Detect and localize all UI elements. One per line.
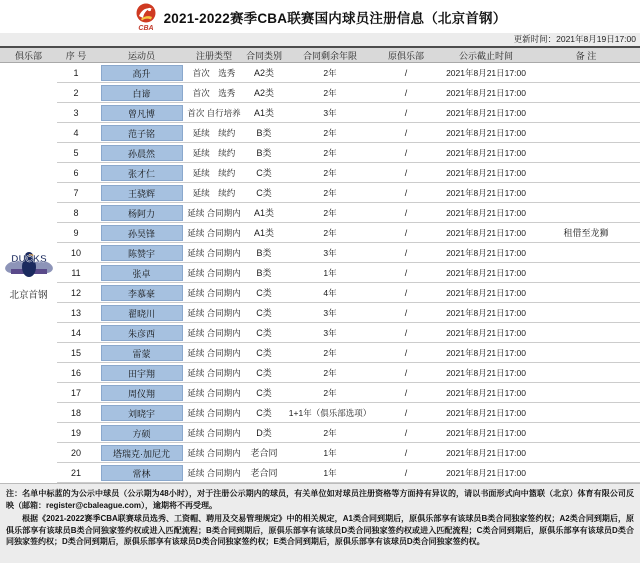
cell-orig-club: /	[404, 287, 408, 298]
cell-orig-club: /	[404, 427, 408, 438]
cell-deadline: 2021年8月21日17:00	[446, 167, 526, 178]
cell-deadline: 2021年8月21日17:00	[446, 467, 526, 478]
player-name-highlight: 范子铭	[101, 125, 183, 141]
table-row	[57, 183, 640, 203]
table-row	[57, 283, 640, 303]
cell-player-name	[95, 343, 188, 362]
table-row	[57, 243, 640, 263]
cell-years-left: 2年	[323, 147, 337, 158]
table-row	[57, 163, 640, 183]
cell-orig-club: /	[404, 367, 408, 378]
cell-years-left: 2年	[323, 127, 337, 138]
cell-no: 4	[73, 127, 79, 138]
cell-reg-type: 延续 合同期内	[187, 427, 241, 438]
cell-deadline: 2021年8月21日17:00	[446, 67, 526, 78]
cell-remark	[532, 303, 640, 322]
table-row	[57, 463, 640, 483]
cell-years-left: 3年	[323, 247, 337, 258]
table-row	[57, 423, 640, 443]
cell-reg-type: 延续 合同期内	[187, 307, 241, 318]
cell-deadline: 2021年8月21日17:00	[446, 267, 526, 278]
cell-deadline: 2021年8月21日17:00	[446, 407, 526, 418]
table-header	[0, 46, 640, 63]
player-name-highlight: 张才仁	[101, 165, 183, 181]
cell-contract-type: A1类	[253, 227, 274, 238]
cell-reg-type: 延续 合同期内	[187, 407, 241, 418]
cell-contract-type: B类	[256, 267, 272, 278]
cell-contract-type: A1类	[253, 107, 274, 118]
cell-player-name	[95, 143, 188, 162]
header-deadline: 公示截止时间	[458, 51, 513, 61]
cell-remark: 租借至龙狮	[563, 227, 609, 238]
player-name-highlight: 陈赞宇	[101, 245, 183, 261]
table-row	[57, 143, 640, 163]
cell-remark	[532, 343, 640, 362]
header-remark: 备 注	[575, 51, 597, 61]
table-row	[57, 203, 640, 223]
cell-remark	[532, 283, 640, 302]
cell-contract-type: C类	[256, 387, 272, 398]
cell-player-name	[95, 163, 188, 182]
cell-no: 18	[70, 407, 81, 418]
cell-orig-club: /	[404, 447, 408, 458]
player-name-highlight: 孙昊锋	[101, 225, 183, 241]
header-reg-type: 注册类型	[195, 51, 232, 61]
cell-contract-type: C类	[256, 327, 272, 338]
cell-player-name	[95, 183, 188, 202]
player-name-highlight: 常林	[101, 465, 183, 481]
cell-years-left: 2年	[323, 167, 337, 178]
cell-contract-type: C类	[256, 287, 272, 298]
cell-years-left: 2年	[323, 367, 337, 378]
cell-contract-type: B类	[256, 127, 272, 138]
registration-table	[0, 46, 640, 483]
cell-reg-type: 延续 续约	[192, 167, 236, 178]
header-contract-type: 合同类别	[245, 51, 282, 61]
player-name-highlight: 曾凡博	[101, 105, 183, 121]
cell-reg-type: 延续 合同期内	[187, 347, 241, 358]
cell-no: 6	[73, 167, 79, 178]
cell-reg-type: 延续 合同期内	[187, 467, 241, 478]
cell-contract-type: A2类	[253, 67, 274, 78]
cell-player-name	[95, 443, 188, 462]
cell-orig-club: /	[404, 347, 408, 358]
cell-deadline: 2021年8月21日17:00	[446, 187, 526, 198]
cell-years-left: 2年	[323, 187, 337, 198]
cba-logo-icon	[134, 3, 158, 31]
cell-years-left: 3年	[323, 307, 337, 318]
table-row	[57, 63, 640, 83]
cell-orig-club: /	[404, 267, 408, 278]
cell-contract-type: C类	[256, 407, 272, 418]
cell-no: 21	[70, 467, 81, 478]
cell-player-name	[95, 383, 188, 402]
player-name-highlight: 杨阿力	[101, 205, 183, 221]
cell-player-name	[95, 463, 188, 482]
cell-remark	[532, 203, 640, 222]
cell-remark	[532, 323, 640, 342]
cell-reg-type: 首次 自行培养	[187, 107, 241, 118]
cell-deadline: 2021年8月21日17:00	[446, 127, 526, 138]
cell-orig-club: /	[404, 167, 408, 178]
cell-remark	[532, 83, 640, 102]
cell-orig-club: /	[404, 127, 408, 138]
table-row	[57, 263, 640, 283]
cell-reg-type: 首次 选秀	[192, 67, 236, 78]
table-row	[57, 383, 640, 403]
cell-remark	[532, 363, 640, 382]
cell-years-left: 2年	[323, 207, 337, 218]
cell-years-left: 2年	[323, 347, 337, 358]
cell-player-name	[95, 403, 188, 422]
cell-orig-club: /	[404, 87, 408, 98]
table-row	[57, 403, 640, 423]
cell-deadline: 2021年8月21日17:00	[446, 207, 526, 218]
cell-years-left: 1年	[323, 447, 337, 458]
cell-reg-type: 延续 续约	[192, 127, 236, 138]
cell-no: 16	[70, 367, 81, 378]
cell-years-left: 2年	[323, 227, 337, 238]
cell-remark	[532, 63, 640, 82]
page-title: 2021-2022赛季CBA联赛国内球员注册信息（北京首钢）	[163, 10, 507, 26]
cell-deadline: 2021年8月21日17:00	[446, 427, 526, 438]
cell-no: 10	[70, 247, 81, 258]
ducks-team-logo	[5, 245, 53, 285]
header-orig-club: 原俱乐部	[387, 51, 424, 61]
player-name-highlight: 塔瑞克·加尼尤	[101, 445, 183, 461]
cell-no: 15	[70, 347, 81, 358]
cell-deadline: 2021年8月21日17:00	[446, 147, 526, 158]
footnote-2: 根据《2021-2022赛季CBA联赛球员选秀、工资帽、聘用及交易管理规定》中的相关规定，A1类合同到期后，原俱乐部享有该球员B类合同独家签约权；A2类合同到期后，原俱乐部享有该球员B类合同独家签约权或进入匹配流程；B类合同到期后，原俱乐部享有该球员D类合同独家签约权或进入匹配流程；C类合同到期后，原俱乐部享有该球员D类合同独家签约权；D类合同到期后，原俱乐部享有该球员D类合同独家签约权；E类合同到期后，原俱乐部享有该球员D类合同独家签约权。	[6, 514, 634, 546]
cell-orig-club: /	[404, 67, 408, 78]
cell-reg-type: 延续 合同期内	[187, 327, 241, 338]
cell-player-name	[95, 363, 188, 382]
cell-contract-type: 老合同	[250, 467, 278, 478]
cell-orig-club: /	[404, 387, 408, 398]
cell-orig-club: /	[404, 107, 408, 118]
player-name-highlight: 朱彦西	[101, 325, 183, 341]
cell-years-left: 2年	[323, 67, 337, 78]
cell-reg-type: 延续 合同期内	[187, 247, 241, 258]
table-row	[57, 363, 640, 383]
cell-deadline: 2021年8月21日17:00	[446, 367, 526, 378]
cell-deadline: 2021年8月21日17:00	[446, 387, 526, 398]
cell-player-name	[95, 123, 188, 142]
table-row	[57, 223, 640, 243]
cell-contract-type: C类	[256, 167, 272, 178]
cell-orig-club: /	[404, 467, 408, 478]
cell-no: 13	[70, 307, 81, 318]
rows-container	[57, 63, 640, 483]
cell-player-name	[95, 83, 188, 102]
cell-deadline: 2021年8月21日17:00	[446, 107, 526, 118]
header-no: 序 号	[65, 51, 87, 61]
cell-no: 1	[73, 67, 79, 78]
cell-orig-club: /	[404, 207, 408, 218]
cell-deadline: 2021年8月21日17:00	[446, 347, 526, 358]
cell-deadline: 2021年8月21日17:00	[446, 247, 526, 258]
cell-reg-type: 延续 续约	[192, 147, 236, 158]
cell-no: 9	[73, 227, 79, 238]
cell-no: 5	[73, 147, 79, 158]
cell-reg-type: 首次 选秀	[192, 87, 236, 98]
cell-years-left: 1年	[323, 267, 337, 278]
cell-no: 3	[73, 107, 79, 118]
cell-player-name	[95, 223, 188, 242]
player-name-highlight: 白谛	[101, 85, 183, 101]
cell-reg-type: 延续 续约	[192, 187, 236, 198]
cell-remark	[532, 243, 640, 262]
footnotes	[0, 483, 640, 563]
cell-contract-type: A2类	[253, 87, 274, 98]
cell-deadline: 2021年8月21日17:00	[446, 447, 526, 458]
cell-years-left: 3年	[323, 107, 337, 118]
header-years-left: 合同剩余年限	[302, 51, 357, 61]
cell-remark	[532, 163, 640, 182]
cell-years-left: 1+1年（俱乐部选项）	[288, 407, 372, 418]
svg-text:DUCKS: DUCKS	[10, 254, 47, 265]
table-row	[57, 303, 640, 323]
club-name: 北京首钢	[9, 290, 48, 301]
header-club: 俱乐部	[14, 51, 42, 61]
cell-contract-type: 老合同	[250, 447, 278, 458]
cell-reg-type: 延续 合同期内	[187, 287, 241, 298]
cell-reg-type: 延续 合同期内	[187, 447, 241, 458]
cell-contract-type: C类	[256, 367, 272, 378]
cell-remark	[532, 403, 640, 422]
cell-orig-club: /	[404, 227, 408, 238]
cell-orig-club: /	[404, 247, 408, 258]
player-name-highlight: 孙晨然	[101, 145, 183, 161]
cell-no: 2	[73, 87, 79, 98]
cell-orig-club: /	[404, 187, 408, 198]
cell-orig-club: /	[404, 147, 408, 158]
cell-player-name	[95, 323, 188, 342]
cell-remark	[532, 263, 640, 282]
cell-player-name	[95, 243, 188, 262]
table-row	[57, 123, 640, 143]
cell-no: 12	[70, 287, 81, 298]
cell-no: 19	[70, 427, 81, 438]
player-name-highlight: 翟晓川	[101, 305, 183, 321]
table-row	[57, 323, 640, 343]
cell-orig-club: /	[404, 327, 408, 338]
player-name-highlight: 周仪翔	[101, 385, 183, 401]
cell-deadline: 2021年8月21日17:00	[446, 307, 526, 318]
cell-player-name	[95, 303, 188, 322]
footnote-1: 注：名单中标蓝的为公示中球员（公示期为48小时），对于注册公示期内的球员，有关单位如对球员注册资格等方面持有异议的，请以书面形式向中篮联（北京）体育有限公司反映（邮箱：register@cbaleague.com），逾期将不再受理。	[6, 489, 634, 510]
cell-no: 8	[73, 207, 79, 218]
cell-years-left: 2年	[323, 387, 337, 398]
cell-player-name	[95, 63, 188, 82]
cell-no: 20	[70, 447, 81, 458]
cell-remark	[532, 103, 640, 122]
cell-deadline: 2021年8月21日17:00	[446, 87, 526, 98]
cell-years-left: 2年	[323, 87, 337, 98]
cell-contract-type: D类	[256, 427, 272, 438]
cell-remark	[532, 183, 640, 202]
player-name-highlight: 王骁辉	[101, 185, 183, 201]
cell-orig-club: /	[404, 407, 408, 418]
cell-no: 14	[70, 327, 81, 338]
cell-contract-type: B类	[256, 147, 272, 158]
cell-no: 7	[73, 187, 79, 198]
table-row	[57, 443, 640, 463]
cell-reg-type: 延续 合同期内	[187, 227, 241, 238]
cell-remark	[532, 423, 640, 442]
cell-contract-type: C类	[256, 307, 272, 318]
cell-orig-club: /	[404, 307, 408, 318]
cell-no: 17	[70, 387, 81, 398]
svg-text:CBA: CBA	[138, 24, 154, 31]
player-name-highlight: 方硕	[101, 425, 183, 441]
cell-player-name	[95, 103, 188, 122]
cell-reg-type: 延续 合同期内	[187, 207, 241, 218]
table-row	[57, 343, 640, 363]
player-name-highlight: 李慕豪	[101, 285, 183, 301]
player-name-highlight: 张卓	[101, 265, 183, 281]
player-name-highlight: 高升	[101, 65, 183, 81]
cell-remark	[532, 143, 640, 162]
cell-player-name	[95, 283, 188, 302]
cell-years-left: 2年	[323, 427, 337, 438]
cell-years-left: 1年	[323, 467, 337, 478]
cell-remark	[532, 383, 640, 402]
cell-years-left: 4年	[323, 287, 337, 298]
cell-years-left: 3年	[323, 327, 337, 338]
cell-deadline: 2021年8月21日17:00	[446, 227, 526, 238]
table-body	[0, 63, 640, 483]
cell-deadline: 2021年8月21日17:00	[446, 327, 526, 338]
header-player: 运动员	[127, 51, 155, 61]
cell-contract-type: C类	[256, 187, 272, 198]
cell-remark	[532, 443, 640, 462]
cell-contract-type: C类	[256, 347, 272, 358]
player-name-highlight: 田宇翔	[101, 365, 183, 381]
player-name-highlight: 刘晓宇	[101, 405, 183, 421]
cell-player-name	[95, 203, 188, 222]
table-row	[57, 83, 640, 103]
club-cell	[0, 63, 57, 483]
cell-remark	[532, 123, 640, 142]
cell-contract-type: A1类	[253, 207, 274, 218]
table-row	[57, 103, 640, 123]
cell-player-name	[95, 423, 188, 442]
cell-reg-type: 延续 合同期内	[187, 387, 241, 398]
title-bar	[0, 0, 640, 33]
player-name-highlight: 雷蒙	[101, 345, 183, 361]
cell-remark	[532, 463, 640, 482]
cell-no: 11	[71, 267, 81, 278]
cell-deadline: 2021年8月21日17:00	[446, 287, 526, 298]
cell-contract-type: B类	[256, 247, 272, 258]
cell-reg-type: 延续 合同期内	[187, 267, 241, 278]
cell-player-name	[95, 263, 188, 282]
cell-reg-type: 延续 合同期内	[187, 367, 241, 378]
update-time: 更新时间：2021年8月19日17:00	[0, 33, 640, 46]
